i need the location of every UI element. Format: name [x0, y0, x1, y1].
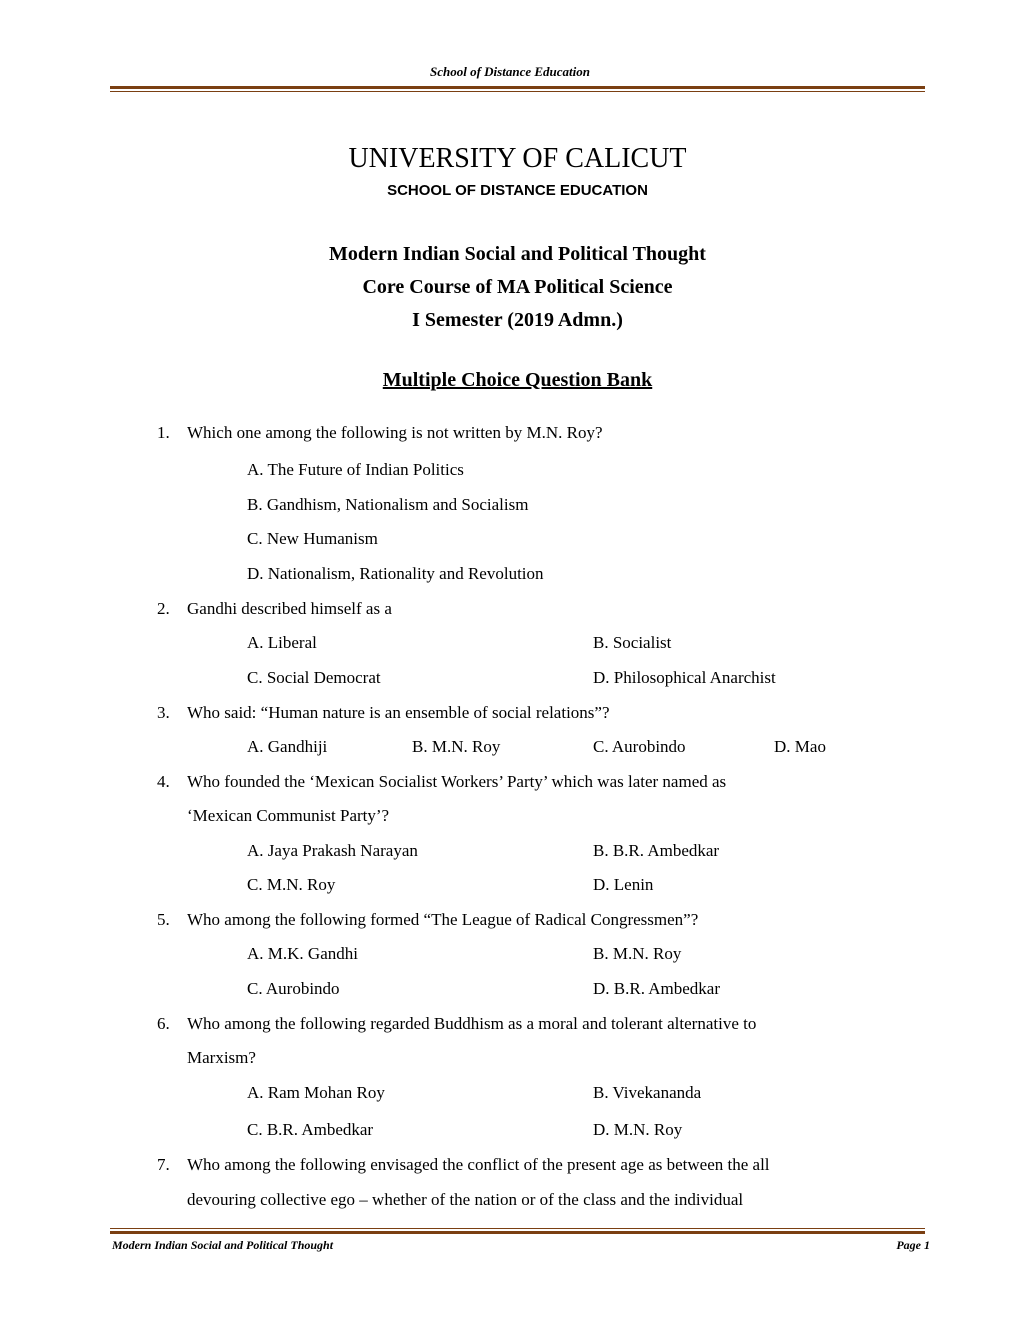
question-text-continued: devouring collective ego – whether of the nation or of the class and the individual — [187, 1190, 744, 1209]
option: A. Gandhiji — [247, 737, 328, 756]
option: C. Aurobindo — [593, 737, 686, 756]
option: C. Social Democrat — [247, 668, 381, 687]
question-text: Gandhi described himself as a — [187, 599, 392, 618]
option: A. The Future of Indian Politics — [247, 460, 464, 479]
school-subtitle: SCHOOL OF DISTANCE EDUCATION — [387, 182, 648, 199]
option: D. Mao — [774, 737, 826, 756]
question-bank-heading: Multiple Choice Question Bank — [382, 369, 653, 391]
question-text: Which one among the following is not written by M.N. Roy? — [187, 423, 603, 442]
course-title: Modern Indian Social and Political Thought — [329, 243, 706, 265]
question-number: 4. — [157, 772, 170, 791]
option: B. Gandhism, Nationalism and Socialism — [247, 495, 529, 514]
question-text-continued: ‘Mexican Communist Party’? — [187, 806, 390, 825]
running-header: School of Distance Education — [430, 64, 590, 79]
core-course-title: Core Course of MA Political Science — [362, 276, 673, 298]
question-text: Who among the following regarded Buddhism as a moral and tolerant alternative to — [187, 1014, 757, 1033]
option: C. M.N. Roy — [247, 875, 336, 894]
option: B. M.N. Roy — [412, 737, 501, 756]
question-text: Who said: “Human nature is an ensemble of social relations”? — [187, 703, 610, 722]
option: A. Liberal — [247, 633, 317, 652]
question-text: Who among the following envisaged the conflict of the present age as between the all — [187, 1155, 770, 1174]
question-number: 5. — [157, 910, 170, 929]
question-text: Who founded the ‘Mexican Socialist Workers’ Party’ which was later named as — [187, 772, 727, 791]
question-number: 7. — [157, 1155, 170, 1174]
option: D. Lenin — [593, 875, 654, 894]
option: C. Aurobindo — [247, 979, 340, 998]
option: C. New Humanism — [247, 529, 378, 548]
option: A. Ram Mohan Roy — [247, 1083, 385, 1102]
footer-course: Modern Indian Social and Political Thought — [112, 1238, 334, 1252]
question-text: Who among the following formed “The League of Radical Congressmen”? — [187, 910, 699, 929]
question-number: 6. — [157, 1014, 170, 1033]
option: D. M.N. Roy — [593, 1120, 683, 1139]
university-title: UNIVERSITY OF CALICUT — [348, 143, 687, 174]
question-text-continued: Marxism? — [187, 1048, 256, 1067]
option: B. Vivekananda — [593, 1083, 702, 1102]
option: D. Philosophical Anarchist — [593, 668, 776, 687]
option: B. B.R. Ambedkar — [593, 841, 720, 860]
option: A. Jaya Prakash Narayan — [247, 841, 418, 860]
option: B. M.N. Roy — [593, 944, 682, 963]
question-number: 2. — [157, 599, 170, 618]
option: A. M.K. Gandhi — [247, 944, 358, 963]
footer-rule — [110, 1228, 925, 1234]
question-number: 1. — [157, 423, 170, 442]
semester-title: I Semester (2019 Admn.) — [412, 309, 623, 331]
option: D. Nationalism, Rationality and Revolution — [247, 564, 544, 583]
option: D. B.R. Ambedkar — [593, 979, 721, 998]
header-rule — [110, 86, 925, 92]
page-number: Page 1 — [896, 1238, 930, 1252]
question-number: 3. — [157, 703, 170, 722]
option: C. B.R. Ambedkar — [247, 1120, 374, 1139]
option: B. Socialist — [593, 633, 672, 652]
